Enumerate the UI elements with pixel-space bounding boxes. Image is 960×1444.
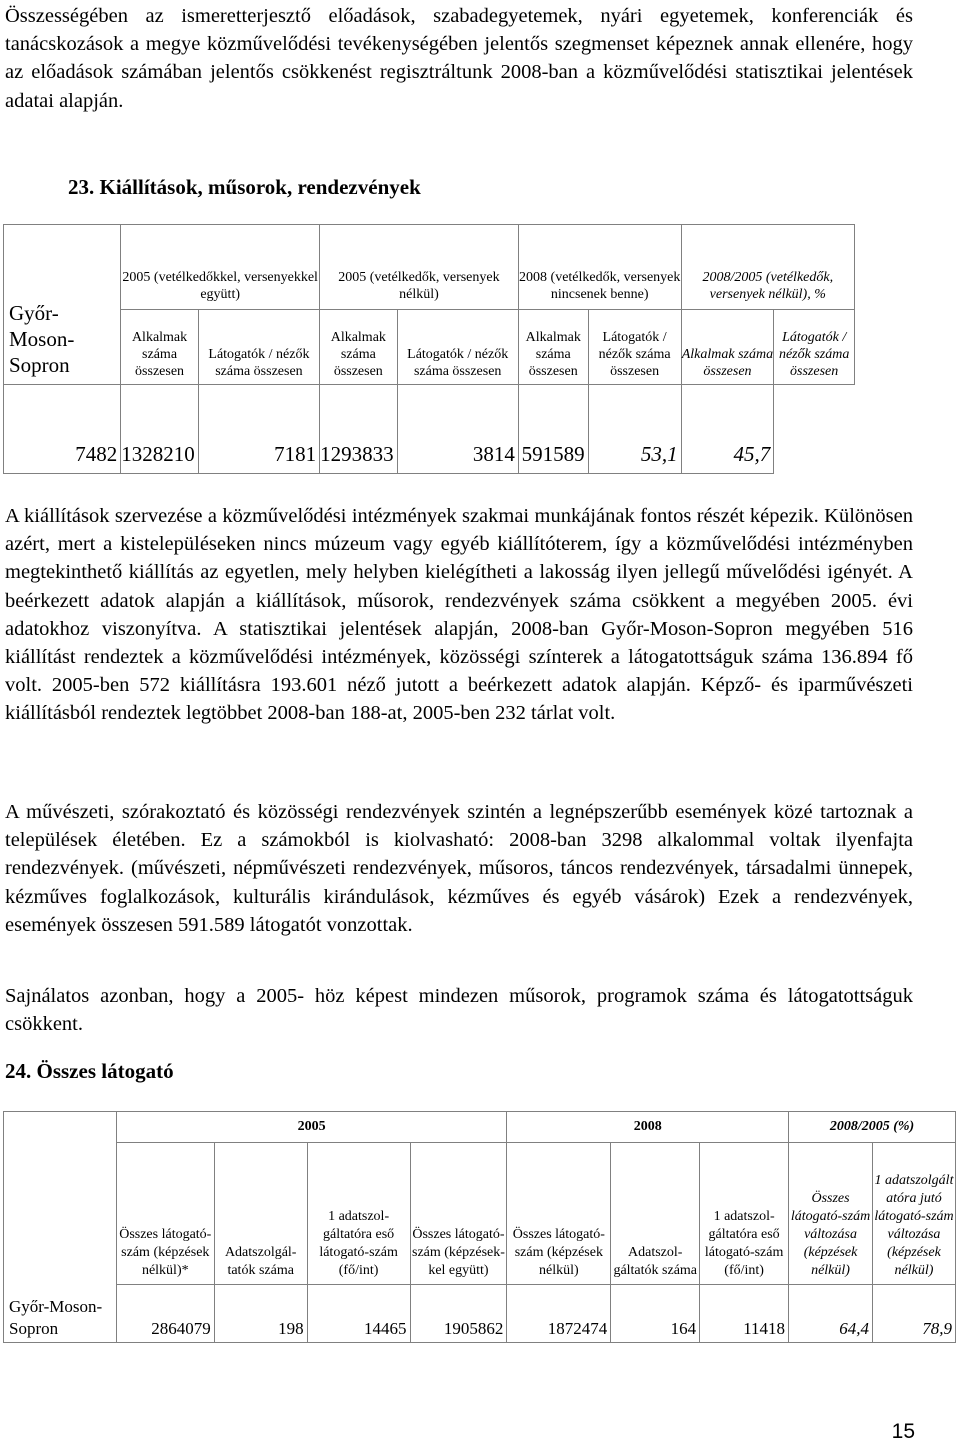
table-cell: 2864079 — [116, 1285, 214, 1343]
group-header: 2005 (vetélkedők, versenyek nélkül) — [320, 225, 519, 310]
column-header: Adatszol-gáltatók száma — [611, 1143, 700, 1285]
table-cell: 14465 — [307, 1285, 410, 1343]
table-cell: 7181 — [198, 385, 319, 474]
intro-paragraph: Összességében az ismeretterjesztő előadások, szabadegyetemek, nyári egyetemek, konferenciák és tanácskozások a megye közművelődési tevékenységében jelentős szegmenset képeznek annak ellenére, hogy az előadások számában jelentős csökkenést regisztráltunk 2008-ban a közművelődési statisztikai jelentések adatai alapján. — [5, 5, 913, 112]
region-label: Győr-Moson-Sopron — [9, 1297, 103, 1338]
year-header: 2008 — [507, 1112, 789, 1143]
section-23-title: 23. Kiállítások, műsorok, rendezvények — [68, 175, 421, 199]
decline-paragraph: Sajnálatos azonban, hogy a 2005- höz képest mindezen műsorok, programok száma és látogatottságuk csökkent. — [5, 985, 913, 1036]
column-header: Összes látogató-szám (képzések-kel együtt) — [410, 1143, 507, 1285]
column-header: Látogatók / nézők száma összesen — [774, 310, 855, 385]
column-header: 1 adatszolgált atóra jutó látogató-szám változása (képzések nélkül) — [872, 1143, 955, 1285]
column-header: Alkalmak száma összesen — [121, 310, 199, 385]
events-paragraph: A művészeti, szórakoztató és közösségi rendezvények szintén a legnépszerűbb események közé tartoznak a települések életében. Ez a számokból is kiolvasható: 2008-ban 3298 alkalommal voltak ilyenfajta rendezvények. (művészeti, népművészeti rendezvények, műsoros, táncos rendezvények, társadalmi ünnepek, kézműves foglalkozások, kulturális kirándulások, kézműves és egyéb vásárok) Ezek a rendezvények, események összesen 591.589 látogatót vonzottak. — [5, 801, 913, 936]
region-cell — [4, 225, 121, 385]
year-header: 2005 — [116, 1112, 507, 1143]
table-row — [4, 385, 855, 474]
column-header: 1 adatszol-gáltatóra eső látogató-szám (fő/int) — [307, 1143, 410, 1285]
group-header: 2008 (vetélkedők, versenyek nincsenek benne) — [518, 225, 681, 310]
table-cell: 53,1 — [588, 385, 681, 474]
column-header: 1 adatszol-gáltatóra eső látogató-szám (fő/int) — [700, 1143, 789, 1285]
table-cell: 1905862 — [410, 1285, 507, 1343]
table-cell: 64,4 — [789, 1285, 873, 1343]
column-header: Alkalmak száma összesen — [518, 310, 588, 385]
table-cell: 45,7 — [681, 385, 774, 474]
page-number: 15 — [891, 1420, 915, 1443]
group-header: 2005 (vetélkedőkkel, versenyekkel együtt) — [121, 225, 320, 310]
region-cell — [4, 1112, 117, 1343]
table-cell: 1293833 — [320, 385, 398, 474]
table-cell: 591589 — [518, 385, 588, 474]
column-header: Összes látogató-szám (képzések nélkül) — [507, 1143, 611, 1285]
column-header: Alkalmak száma összesen — [320, 310, 398, 385]
column-header: Látogatók / nézők száma összesen — [198, 310, 319, 385]
table-cell: 164 — [611, 1285, 700, 1343]
visitors-table — [3, 1111, 956, 1343]
column-header: Látogatók / nézők száma összesen — [588, 310, 681, 385]
table-cell: 1872474 — [507, 1285, 611, 1343]
table-cell: 7482 — [4, 385, 121, 474]
table-cell: 78,9 — [872, 1285, 955, 1343]
table-cell: 198 — [214, 1285, 307, 1343]
table-row — [4, 1285, 956, 1343]
exhibitions-paragraph: A kiállítások szervezése a közművelődési intézmények szakmai munkájának fontos részét képezik. Különösen azért, mert a kistelepüléseken nincs múzeum vagy egyéb kiállítóterem, így a közművelődési intézményben megtekinthető kiállítás az egyetlen, mely helyben kielégítheti a lakosság ilyen jellegű művelődési igényét. A beérkezett adatok alapján a kiállítások, műsorok, rendezvények száma csökkent a megyében 2005. évi adatokhoz viszonyítva. A statisztikai jelentések alapján, 2008-ban Győr-Moson-Sopron megyében 516 kiállítást rendeztek a közművelődési intézmények, közösségi színterek a látogatottságuk száma 136.894 fő volt. 2005-ben 572 kiállításra 193.601 néző jutott a beérkezett adatok alapján. Képző- és iparművészeti kiállításból rendeztek legtöbbet 2008-ban 188-at, 2005-ben 232 tárlat volt. — [5, 505, 913, 725]
section-24-title: 24. Összes látogató — [5, 1059, 174, 1083]
column-header: Alkalmak száma összesen — [681, 310, 774, 385]
table-cell: 11418 — [700, 1285, 789, 1343]
year-header: 2008/2005 (%) — [789, 1112, 956, 1143]
table-cell: 1328210 — [121, 385, 199, 474]
exhibitions-table — [3, 224, 855, 474]
column-header: Látogatók / nézők száma összesen — [397, 310, 518, 385]
region-label: Győr-Moson-Sopron — [9, 301, 75, 377]
column-header: Összes látogató-szám (képzések nélkül)* — [116, 1143, 214, 1285]
table-cell: 3814 — [397, 385, 518, 474]
column-header: Adatszolgál-tatók száma — [214, 1143, 307, 1285]
group-header: 2008/2005 (vetélkedők, versenyek nélkül), % — [681, 225, 854, 310]
column-header: Összes látogató-szám változása (képzések nélkül) — [789, 1143, 873, 1285]
